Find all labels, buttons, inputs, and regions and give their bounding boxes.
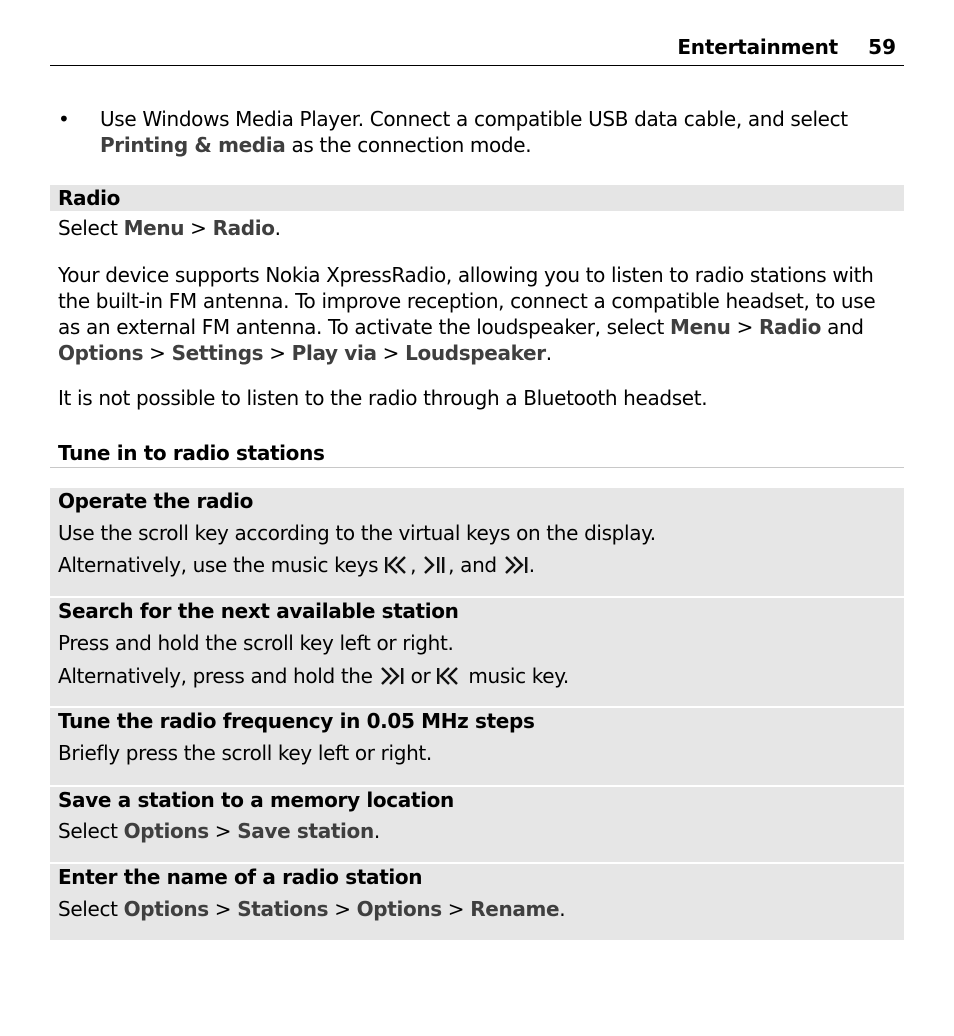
kw-menu: Menu: [670, 315, 731, 339]
sep: >: [208, 897, 238, 921]
kw-radio: Radio: [212, 216, 275, 240]
text-select: Select: [58, 897, 124, 921]
box-line: Briefly press the scroll key left or right.: [58, 741, 432, 765]
page-number: 59: [868, 35, 896, 59]
header-section-title: Entertainment: [677, 35, 838, 59]
kw-save-station: Save station: [237, 819, 374, 843]
text-comma: ,: [410, 553, 423, 577]
sep: >: [143, 341, 172, 365]
text-end: .: [528, 553, 535, 577]
skip-back-icon: [436, 665, 462, 687]
text-prefix: Alternatively, use the music keys: [58, 553, 385, 577]
section-bar-radio: [50, 185, 904, 211]
text-and: and: [821, 315, 864, 339]
kw-options: Options: [356, 897, 442, 921]
kw-settings: Settings: [171, 341, 264, 365]
kw-printing-media: Printing & media: [100, 133, 286, 157]
box-search-station: [50, 598, 904, 706]
kw-options: Options: [123, 819, 209, 843]
box-title: Enter the name of a radio station: [58, 865, 423, 889]
box-title: Search for the next available station: [58, 599, 459, 623]
box-line: Press and hold the scroll key left or right.: [58, 631, 454, 655]
skip-back-icon: [384, 554, 410, 576]
section-title: Radio: [58, 186, 121, 210]
text-end: .: [545, 341, 552, 365]
box-line: [58, 896, 565, 922]
box-line: Use the scroll key according to the virtual keys on the display.: [58, 521, 656, 545]
intro-para: [58, 262, 900, 366]
text-end: .: [373, 819, 380, 843]
sep: >: [376, 341, 406, 365]
box-tune-frequency: [50, 708, 904, 785]
box-title: Tune the radio frequency in 0.05 MHz steps: [58, 709, 535, 733]
box-line-icons: [58, 552, 535, 578]
skip-forward-icon: [379, 665, 405, 687]
skip-forward-icon: [503, 554, 529, 576]
box-line-icons: [58, 663, 569, 689]
kw-play-via: Play via: [291, 341, 377, 365]
kw-loudspeaker: Loudspeaker: [405, 341, 546, 365]
text-prefix: Alternatively, press and hold the: [58, 664, 379, 688]
bluetooth-note: It is not possible to listen to the radio through a Bluetooth headset.: [58, 386, 708, 410]
bullet-text-after: as the connection mode.: [285, 133, 532, 157]
text-suffix: music key.: [462, 664, 569, 688]
page-header: [50, 35, 904, 66]
box-operate-radio: [50, 488, 904, 596]
bullet-wmp: [100, 106, 900, 158]
kw-rename: Rename: [470, 897, 560, 921]
box-title: Operate the radio: [58, 489, 253, 513]
kw-menu: Menu: [123, 216, 185, 240]
play-pause-icon: [422, 554, 448, 576]
sep: >: [441, 897, 471, 921]
text-or: or: [404, 664, 437, 688]
box-title: Save a station to a memory location: [58, 788, 454, 812]
text-end: .: [274, 216, 281, 240]
kw-radio: Radio: [759, 315, 822, 339]
heading-divider: [50, 467, 904, 468]
tune-heading: Tune in to radio stations: [58, 441, 325, 465]
sep: >: [730, 315, 759, 339]
sep: >: [184, 216, 213, 240]
intro-text: Your device supports Nokia XpressRadio, allowing you to listen to radio stations with the built-in FM antenna. To improve reception, connect a compatible headset, to use as an external FM antenna. To activate the loudspeaker, select: [58, 263, 876, 339]
text-and: , and: [448, 553, 503, 577]
text-select: Select: [58, 216, 124, 240]
bullet-text-before: Use Windows Media Player. Connect a compatible USB data cable, and select: [100, 107, 848, 131]
bullet-mark: •: [58, 107, 70, 131]
kw-stations: Stations: [237, 897, 329, 921]
select-radio-para: [58, 215, 900, 241]
box-enter-name: [50, 864, 904, 940]
box-line: [58, 818, 380, 844]
sep: >: [328, 897, 357, 921]
text-select: Select: [58, 819, 124, 843]
sep: >: [208, 819, 238, 843]
sep: >: [263, 341, 292, 365]
box-save-station: [50, 787, 904, 862]
text-end: .: [559, 897, 566, 921]
kw-options: Options: [123, 897, 209, 921]
kw-options: Options: [58, 341, 144, 365]
